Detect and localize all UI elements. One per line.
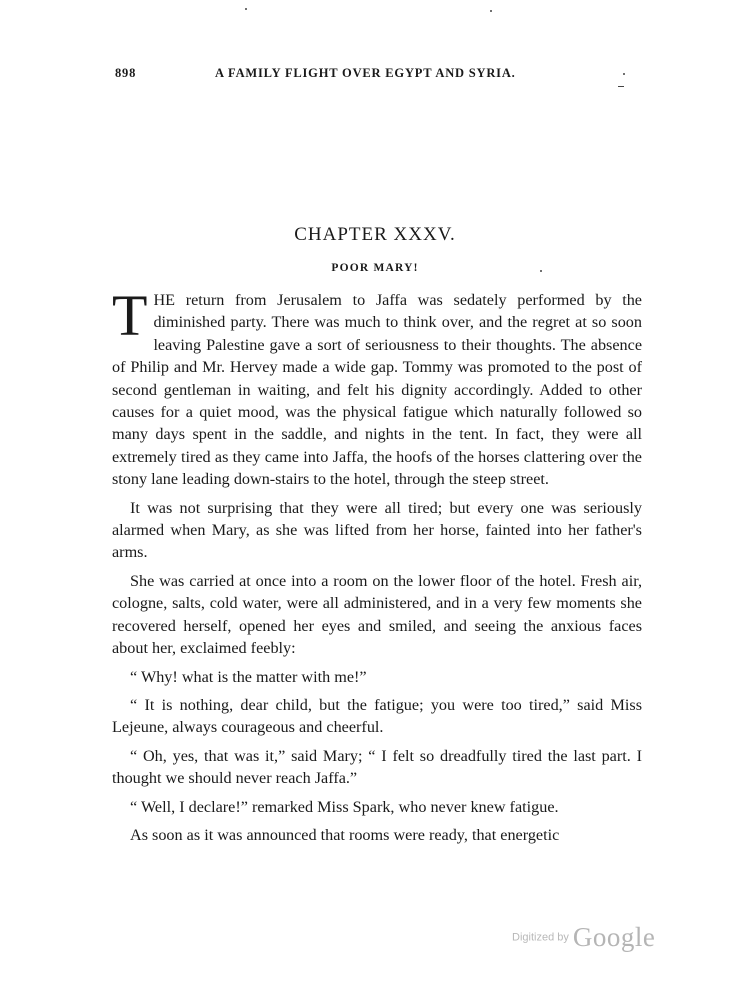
body-text <box>112 283 642 852</box>
paragraph <box>112 283 642 491</box>
paragraph: “ Oh, yes, that was it,” said Mary; “ I felt so dreadfully tired the last part. I thought we should never reach Jaffa.” <box>112 746 642 788</box>
paragraph: As soon as it was announced that rooms were ready, that energetic <box>130 825 560 844</box>
paragraph-text: HE return from Jerusalem to Jaffa was sedately performed by the diminished party. There was much to think over, and the regret at so soon leaving Palestine gave a sort of seriousness to their thoughts. The absence of Philip and Mr. Hervey made a wide gap. Tommy was promoted to the post of second gentleman in waiting, and felt his dignity accordingly. Added to other causes for a quiet mood, was the physical fatigue which naturally followed so many days spent in the saddle, and nights in the tent. In fact, they were all extremely tired as they came into Jaffa, the hoofs of the horses clattering over the stony lane leading down-stairs to the hotel, through the steep street. <box>112 291 642 489</box>
digitized-by-google-watermark <box>512 922 672 958</box>
running-head-title: A FAMILY FLIGHT OVER EGYPT AND SYRIA. <box>215 66 516 80</box>
scan-speck <box>618 86 624 87</box>
chapter-title: CHAPTER XXXV. <box>294 224 456 245</box>
scan-speck <box>245 8 247 10</box>
drop-cap: T <box>112 283 148 348</box>
paragraph: It was not surprising that they were all tired; but every one was seriously alarmed when Mary, as she was lifted from her horse, fainted into her father's arms. <box>112 498 642 562</box>
paragraph: She was carried at once into a room on the lower floor of the hotel. Fresh air, cologne, salts, cold water, were all administered, and in a very few moments she recovered herself, opened her eyes and smiled, and seeing the anxious faces about her, exclaimed feebly: <box>112 571 642 658</box>
paragraph: “ Why! what is the matter with me!” <box>130 667 367 686</box>
scan-speck <box>490 10 492 12</box>
paragraph: “ Well, I declare!” remarked Miss Spark, who never knew fatigue. <box>130 797 559 816</box>
watermark-digitized-text: Digitized by <box>512 931 569 944</box>
scan-speck <box>623 73 625 75</box>
google-logo: Google <box>572 922 656 952</box>
chapter-subtitle: POOR MARY! <box>331 262 419 274</box>
paragraph: “ It is nothing, dear child, but the fatigue; you were too tired,” said Miss Lejeune, always courageous and cheerful. <box>112 695 642 737</box>
page-number: 898 <box>115 66 137 80</box>
